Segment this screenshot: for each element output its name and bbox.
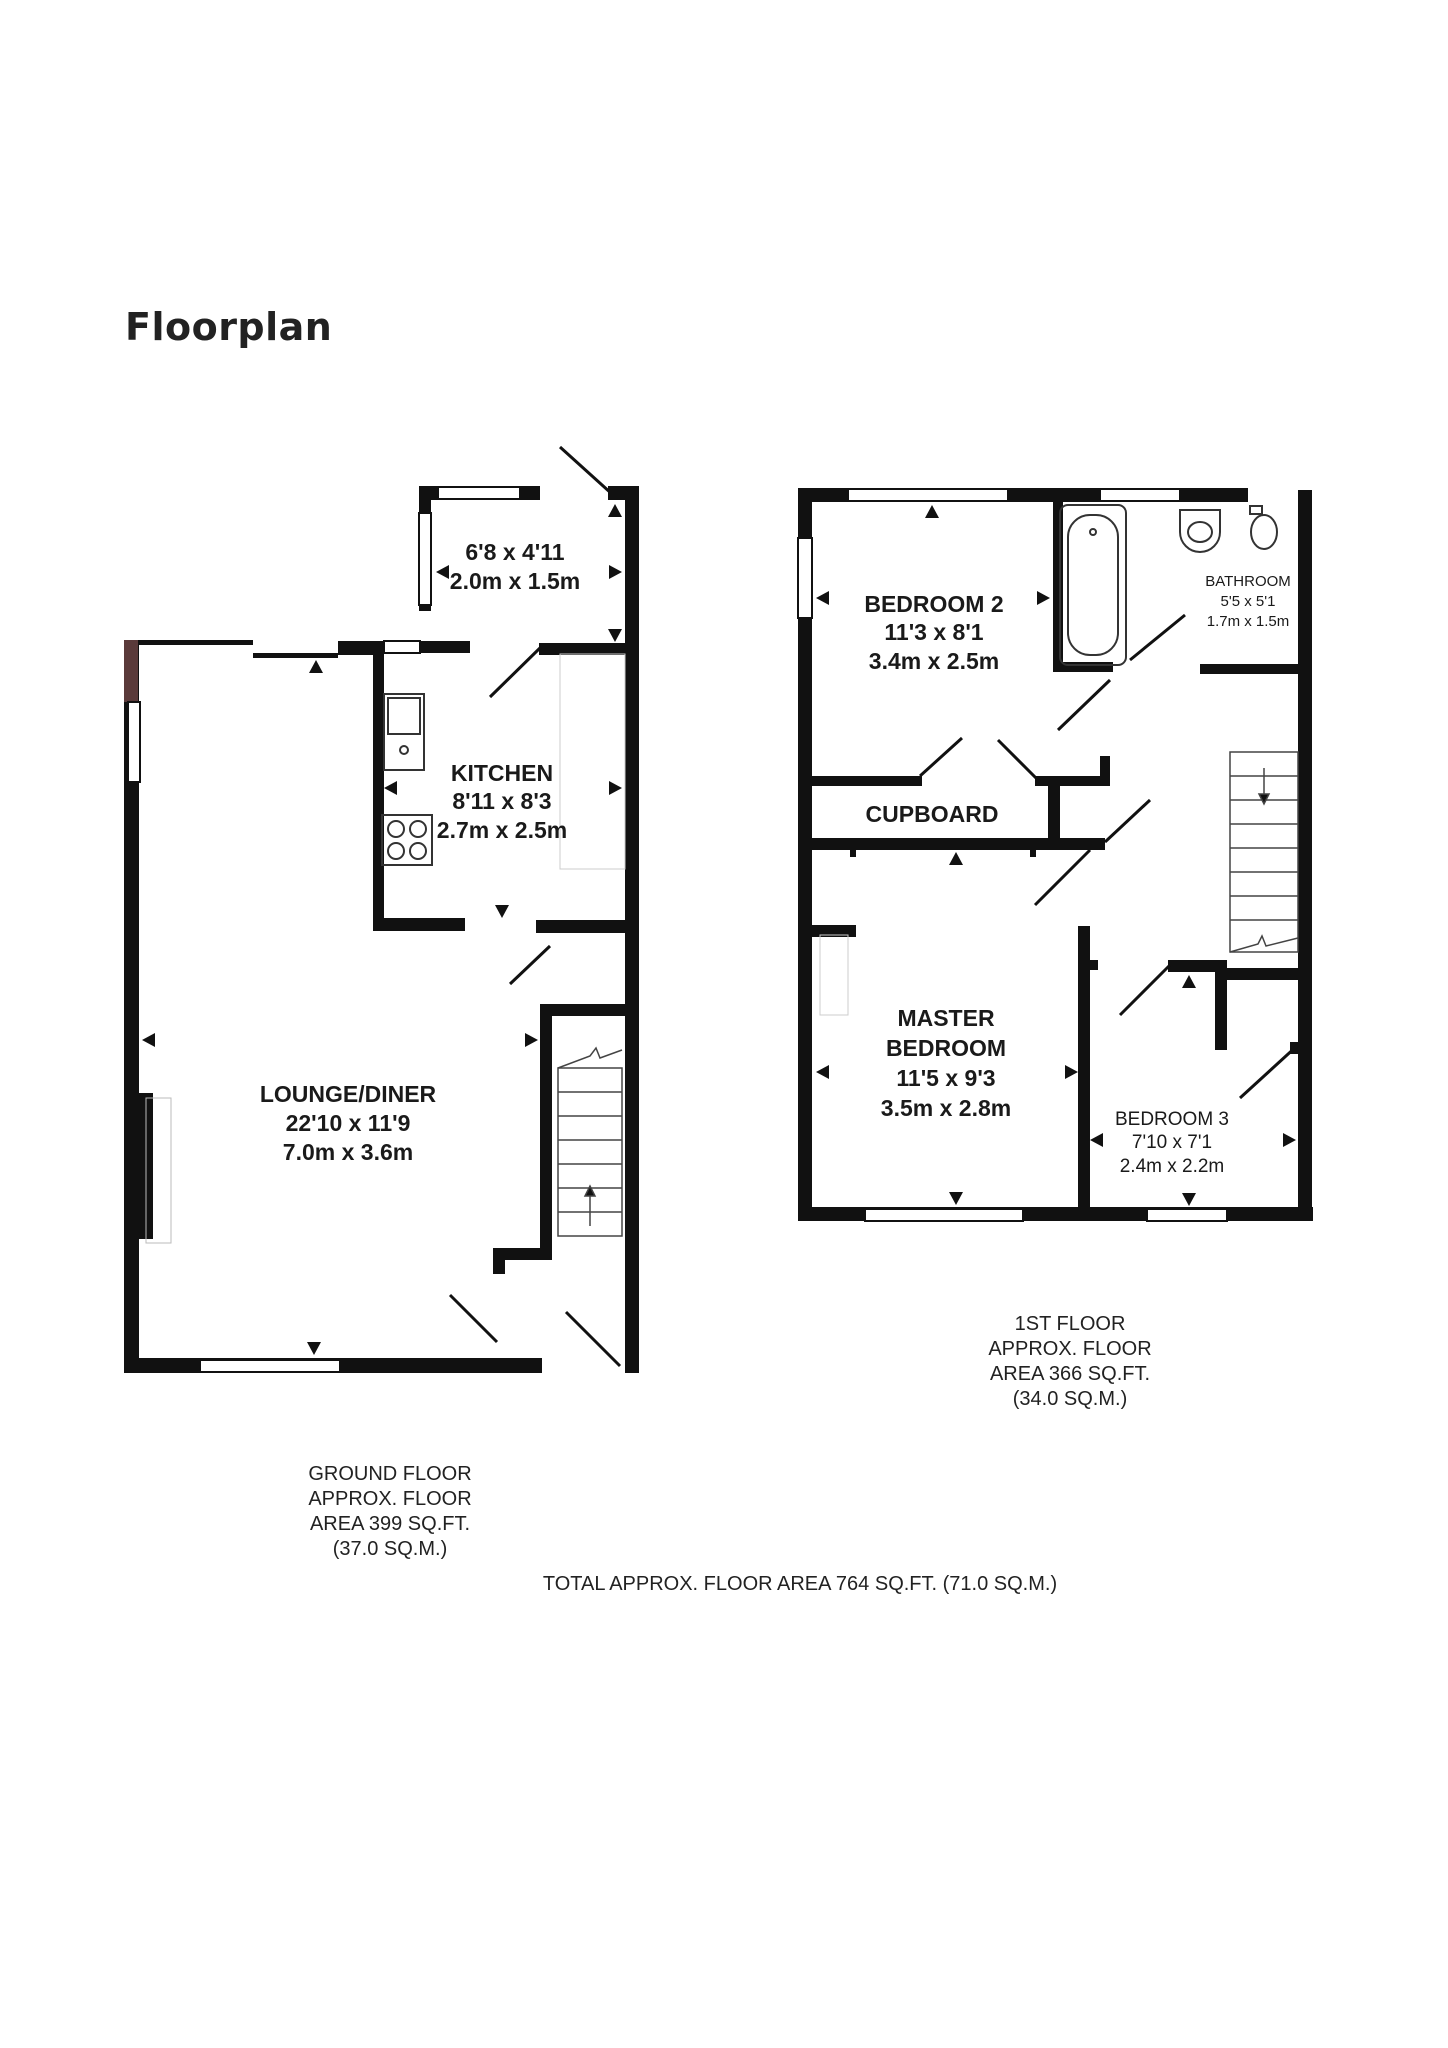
bedroom3-dims-imperial: 7'10 x 7'1 [1131,1132,1213,1153]
toilet [1250,506,1262,514]
bedroom2-name: BEDROOM 2 [864,591,1004,617]
first-floor-area-note [940,1312,1200,1412]
ground-floor-plan [124,447,639,1373]
lounge-dims-metric: 7.0m x 3.6m [282,1139,414,1165]
bathroom-name: BATHROOM [1205,573,1291,590]
kitchen-dims-imperial: 8'11 x 8'3 [452,788,552,814]
porch-dims-imperial: 6'8 x 4'11 [465,539,565,565]
kitchen-sink [384,694,424,770]
first-floor-area-line: (34.0 SQ.M.) [1012,1388,1128,1410]
ground-floor-area-line: GROUND FLOOR [308,1463,472,1485]
kitchen-dims-metric: 2.7m x 2.5m [436,817,568,843]
bedroom3-name: BEDROOM 3 [1114,1109,1230,1130]
first-floor-area-line: APPROX. FLOOR [988,1338,1152,1360]
first-floor-area-line: 1ST FLOOR [1014,1313,1126,1335]
bedroom3-dims-metric: 2.4m x 2.2m [1119,1156,1225,1177]
master-bedroom-name-line1: MASTER [897,1005,995,1031]
master-bedroom-dims-imperial: 11'5 x 9'3 [896,1065,996,1091]
lounge-name: LOUNGE/DINER [259,1081,437,1107]
ground-floor-area-line: APPROX. FLOOR [308,1488,472,1510]
kitchen-name: KITCHEN [450,760,554,786]
ground-floor-labels [260,539,580,1165]
ground-floor-walls [124,486,639,1373]
wash-basin [1180,510,1220,552]
bathroom-dims-metric: 1.7m x 1.5m [1206,613,1290,630]
cupboard-name: CUPBOARD [865,801,999,827]
master-bedroom-dims-metric: 3.5m x 2.8m [880,1095,1012,1121]
page-title: Floorplan [125,305,333,349]
ground-floor-area-line: (37.0 SQ.M.) [332,1538,448,1560]
ground-floor-area-line: AREA 399 SQ.FT. [309,1513,471,1535]
ground-floor-area-note [260,1462,520,1562]
master-bedroom-name-line2: BEDROOM [885,1035,1007,1061]
lounge-dims-imperial: 22'10 x 11'9 [285,1110,411,1136]
bathroom-dims-imperial: 5'5 x 5'1 [1220,593,1276,610]
total-area-note: TOTAL APPROX. FLOOR AREA 764 SQ.FT. (71.0 SQ.M.) [542,1573,1058,1595]
first-floor-area-line: AREA 366 SQ.FT. [989,1363,1151,1385]
first-floor-stairs [1230,752,1298,952]
porch-dims-metric: 2.0m x 1.5m [449,568,581,594]
bedroom2-dims-metric: 3.4m x 2.5m [868,648,1000,674]
first-floor-plan [798,488,1313,1221]
hob [382,815,432,865]
bedroom2-dims-imperial: 11'3 x 8'1 [884,619,984,645]
ground-floor-stairs [558,1048,622,1236]
